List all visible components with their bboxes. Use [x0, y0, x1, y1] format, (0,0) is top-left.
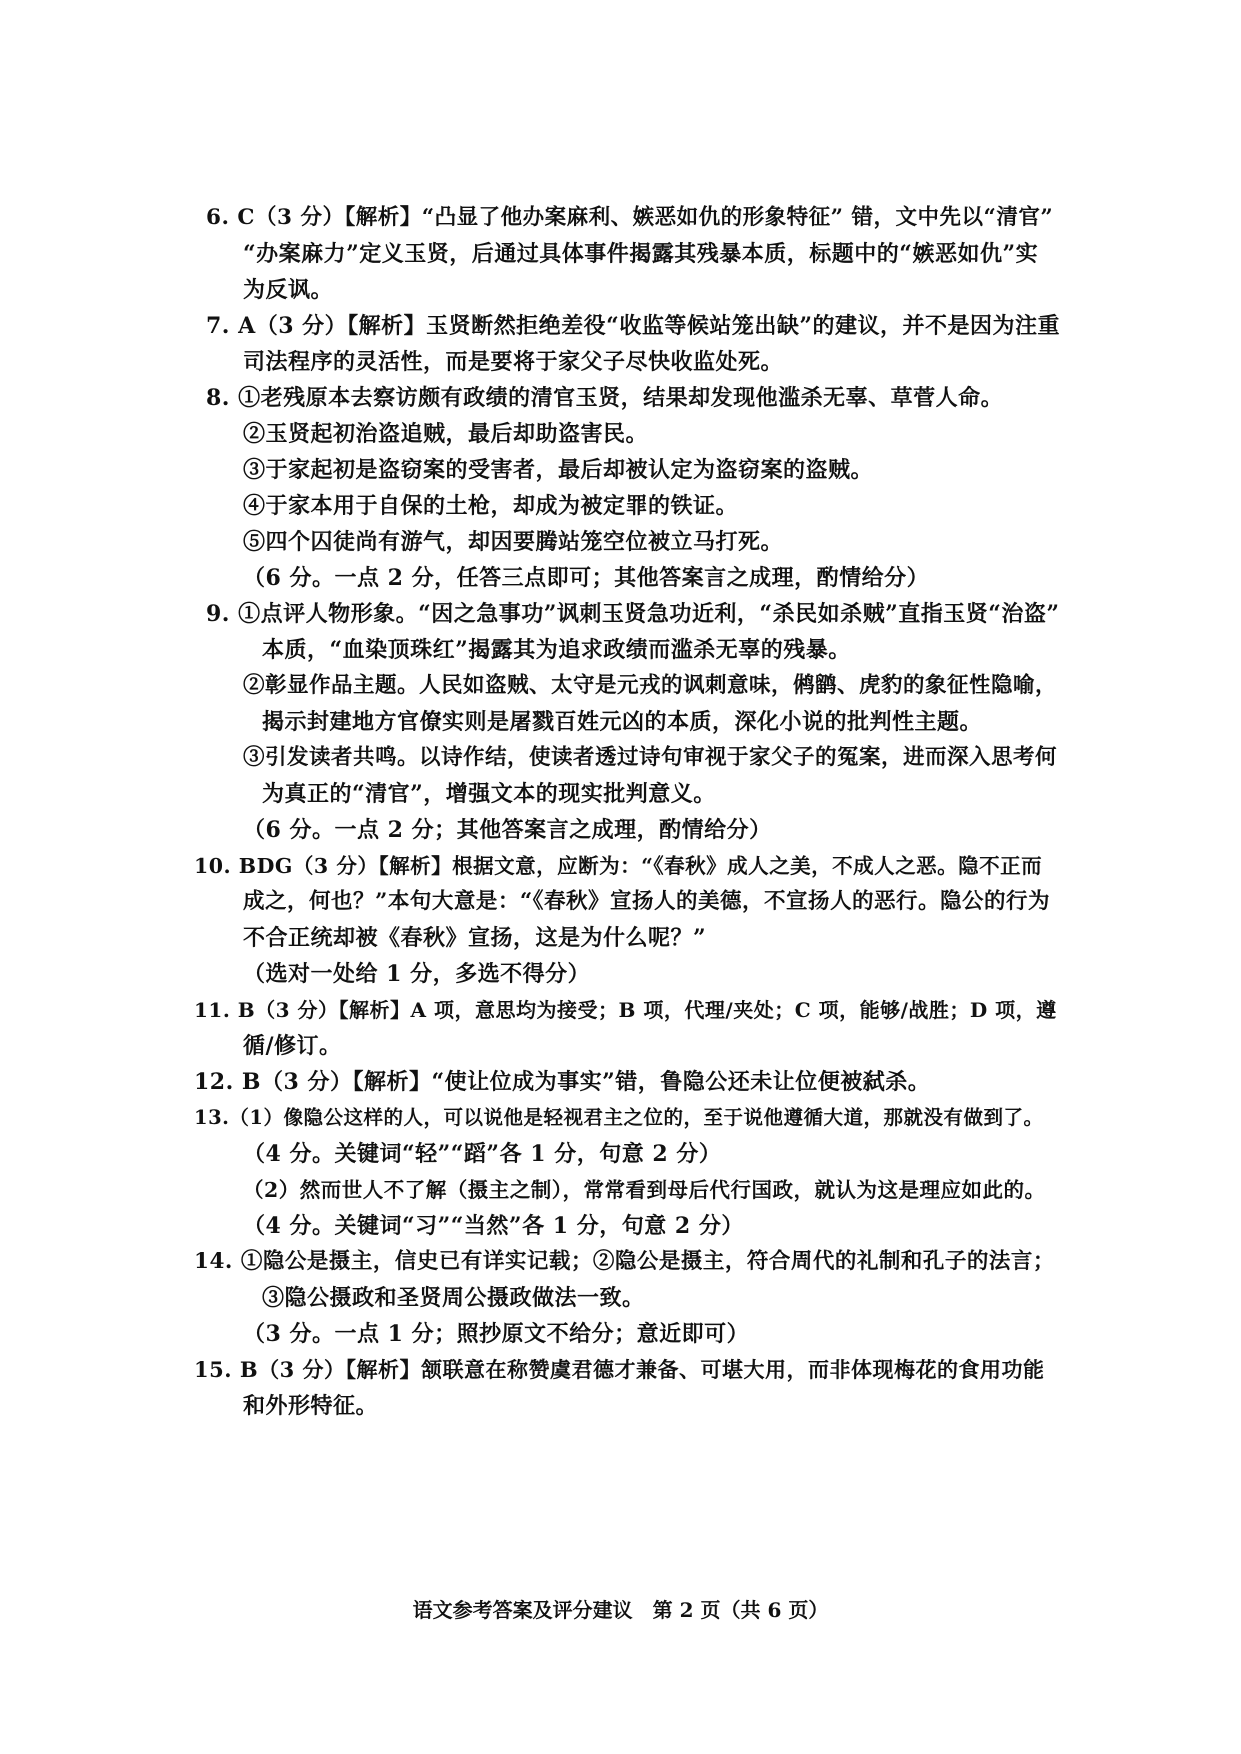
q9-line-6: 为真正的“清官”，增强文本的现实批判意义。 — [262, 781, 716, 807]
q10-line-3: 不合正统却被《春秋》宣扬，这是为什么呢？” — [243, 925, 707, 951]
q15-line-1: 15. B（3 分）【解析】颔联意在称赞虞君德才兼备、可堪大用，而非体现梅花的食用功能 — [194, 1357, 1045, 1382]
q8-scoring: （6 分。一点 2 分，任答三点即可；其他答案言之成理，酌情给分） — [243, 565, 930, 591]
page-footer: 语文参考答案及评分建议 第 2 页（共 6 页） — [412, 1598, 829, 1622]
q14-scoring: （3 分。一点 1 分；照抄原文不给分；意近即可） — [243, 1321, 750, 1347]
q7-line-1: 7. A（3 分）【解析】玉贤断然拒绝差役“收监等候站笼出缺”的建议，并不是因为注重 — [206, 313, 1060, 339]
q12-line-1: 12. B（3 分）【解析】“使让位成为事实”错，鲁隐公还未让位便被弑杀。 — [194, 1069, 931, 1095]
q6-line-3: 为反讽。 — [243, 277, 334, 303]
q9-line-3: ②彰显作品主题。人民如盗贼、太守是元戎的讽刺意味，鸺鹠、虎豹的象征性隐喻， — [243, 673, 1058, 698]
q13-scoring-1: （4 分。关键词“轻”“蹈”各 1 分，句意 2 分） — [243, 1141, 722, 1167]
q13-scoring-2: （4 分。关键词“习”“当然”各 1 分，句意 2 分） — [243, 1213, 744, 1239]
q11-line-1: 11. B（3 分）【解析】A 项，意思均为接受；B 项，代理/夹处；C 项，能够/战胜；D 项，遵 — [194, 998, 1057, 1022]
q13-line-2: （2）然而世人不了解（摄主之制），常常看到母后代行国政，就认为这是理应如此的。 — [243, 1178, 1046, 1202]
q9-line-2: 本质，“血染顶珠红”揭露其为追求政绩而滥杀无辜的残暴。 — [262, 637, 851, 663]
q9-line-4: 揭示封建地方官僚实则是屠戮百姓元凶的本质，深化小说的批判性主题。 — [262, 709, 983, 735]
q8-line-4: ④于家本用于自保的土枪，却成为被定罪的铁证。 — [243, 493, 739, 519]
q10-line-1: 10. BDG（3 分）【解析】根据文意，应断为：“《春秋》成人之美，不成人之恶。隐不正而 — [194, 854, 1043, 878]
q6-line-1: 6. C（3 分）【解析】“凸显了他办案麻利、嫉恶如仇的形象特征” 错，文中先以“清官” — [206, 205, 1054, 230]
q15-line-2: 和外形特征。 — [243, 1393, 379, 1419]
q10-scoring: （选对一处给 1 分，多选不得分） — [243, 961, 591, 987]
q11-line-2: 循/修订。 — [243, 1033, 342, 1059]
q10-line-2: 成之，何也？”本句大意是：“《春秋》宣扬人的美德，不宣扬人的恶行。隐公的行为 — [243, 889, 1050, 914]
q8-line-2: ②玉贤起初治盗追贼，最后却助盗害民。 — [243, 421, 649, 447]
q8-line-3: ③于家起初是盗窃案的受害者，最后却被认定为盗窃案的盗贼。 — [243, 457, 874, 483]
q6-line-2: “办案麻力”定义玉贤，后通过具体事件揭露其残暴本质，标题中的“嫉恶如仇”实 — [243, 241, 1039, 267]
q7-line-2: 司法程序的灵活性，而是要将于家父子尽快收监处死。 — [243, 349, 784, 375]
q9-line-1: 9. ①点评人物形象。“因之急事功”讽刺玉贤急功近利，“杀民如杀贼”直指玉贤“治盗” — [206, 601, 1060, 627]
q14-line-2: ③隐公摄政和圣贤周公摄政做法一致。 — [262, 1285, 645, 1311]
q9-scoring: （6 分。一点 2 分；其他答案言之成理，酌情给分） — [243, 817, 772, 843]
q14-line-1: 14. ①隐公是摄主，信史已有详实记载；②隐公是摄主，符合周代的礼制和孔子的法言； — [194, 1249, 1055, 1274]
q8-line-1: 8. ①老残原本去察访颇有政绩的清官玉贤，结果却发现他滥杀无辜、草菅人命。 — [206, 385, 1004, 411]
q9-line-5: ③引发读者共鸣。以诗作结，使读者透过诗句审视于家父子的冤案，进而深入思考何 — [243, 745, 1058, 770]
q13-line-1: 13.（1）像隐公这样的人，可以说他是轻视君主之位的，至于说他遵循大道，那就没有做到了。 — [194, 1106, 1044, 1129]
q8-line-5: ⑤四个囚徒尚有游气，却因要腾站笼空位被立马打死。 — [243, 529, 784, 555]
